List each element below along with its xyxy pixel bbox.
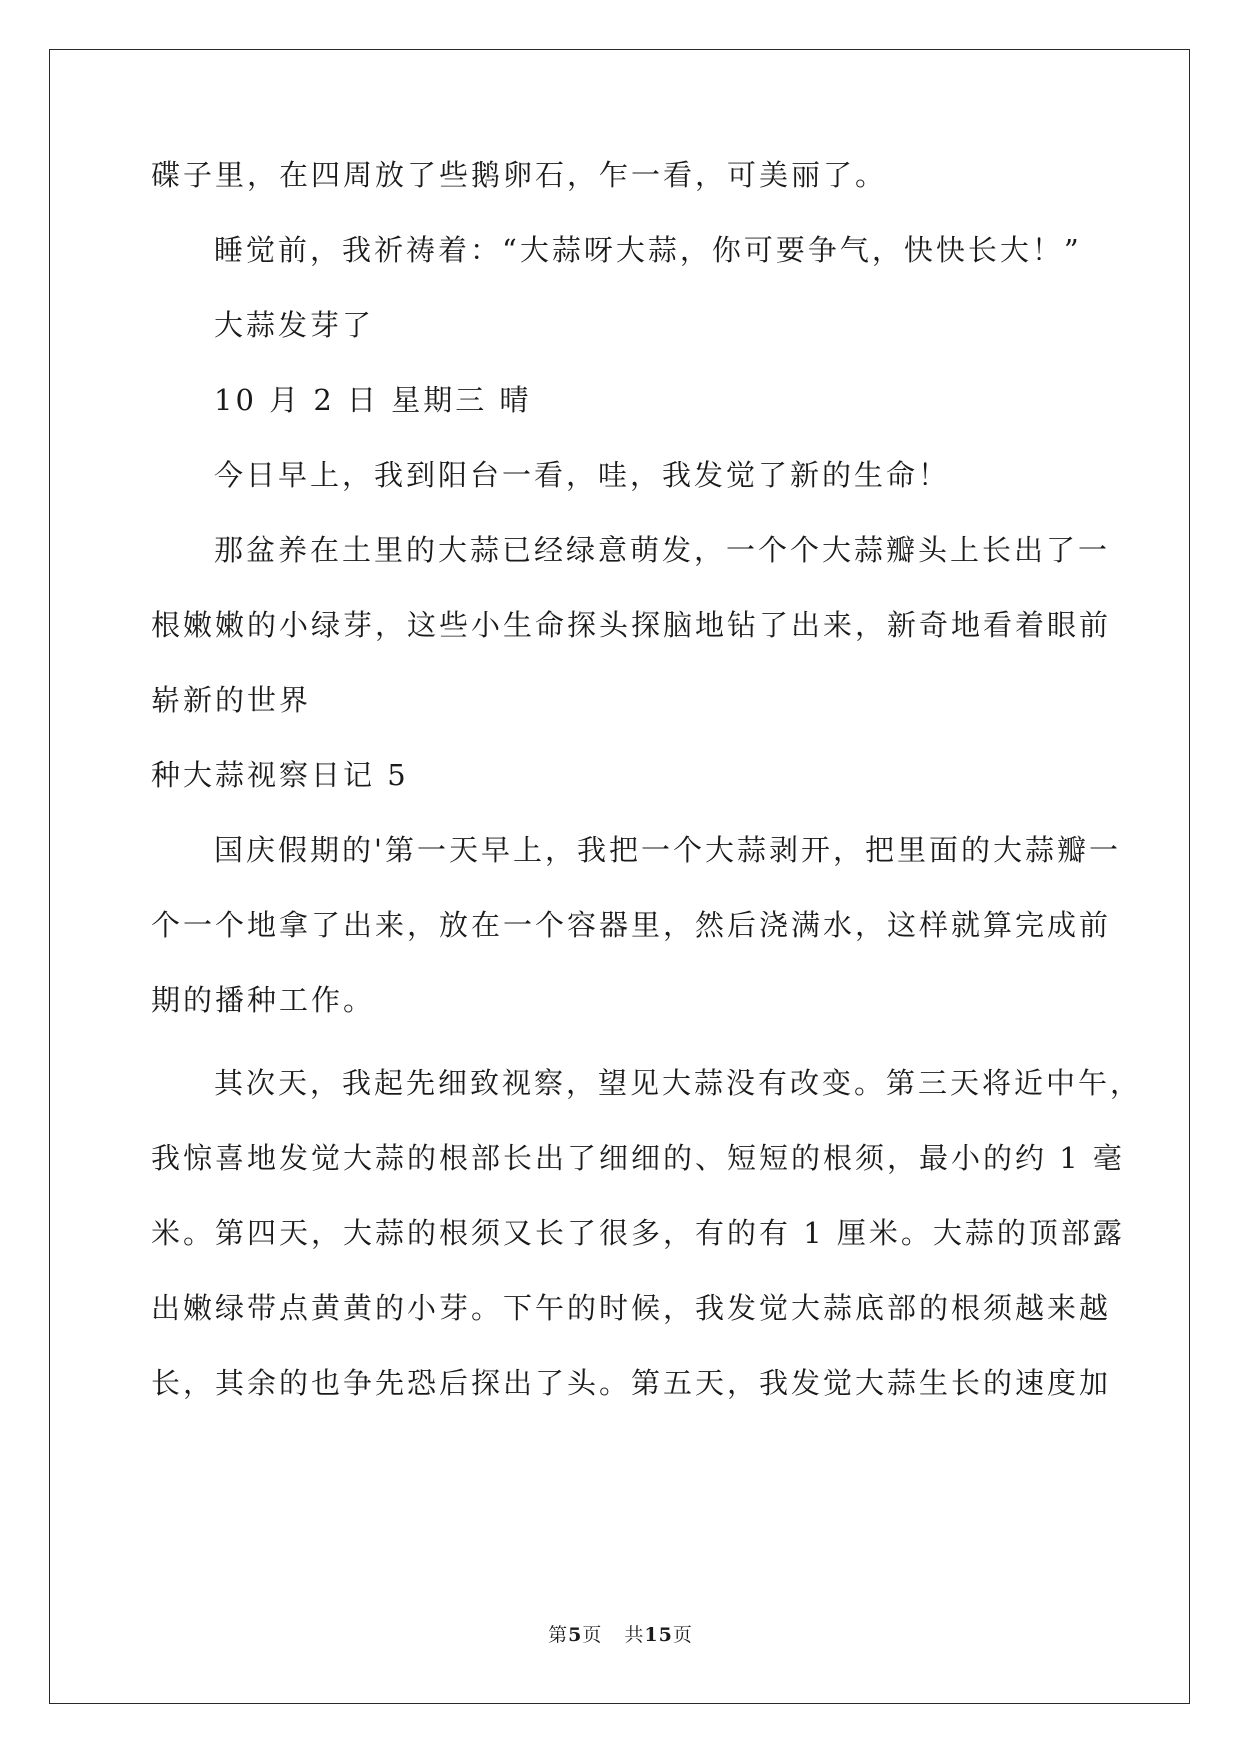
section-heading: 种大蒜视察日记 5 xyxy=(151,758,409,792)
paragraph-line: 崭新的世界 xyxy=(151,683,312,717)
footer-total-prefix: 共 xyxy=(624,1624,645,1646)
paragraph-line: 长，其余的也争先恐后探出了头。第五天，我发觉大蒜生长的速度加 xyxy=(151,1366,1112,1400)
paragraph-line: 碟子里，在四周放了些鹅卵石，乍一看，可美丽了。 xyxy=(151,158,888,192)
paragraph-line: 睡觉前，我祈祷着：“大蒜呀大蒜，你可要争气，快快长大！” xyxy=(214,233,1082,267)
footer-total-suffix: 页 xyxy=(672,1624,693,1646)
paragraph-line: 根嫩嫩的小绿芽，这些小生命探头探脑地钻了出来，新奇地看着眼前 xyxy=(151,608,1112,642)
paragraph-line: 国庆假期的'第一天早上，我把一个大蒜剥开，把里面的大蒜瓣一 xyxy=(214,833,1121,867)
paragraph-line: 今日早上，我到阳台一看，哇，我发觉了新的生命！ xyxy=(214,458,951,492)
paragraph-line: 10 月 2 日 星期三 晴 xyxy=(214,383,532,417)
paragraph-line: 个一个地拿了出来，放在一个容器里，然后浇满水，这样就算完成前 xyxy=(151,908,1112,942)
paragraph-line: 大蒜发芽了 xyxy=(214,308,375,342)
footer-page-suffix: 页 xyxy=(582,1624,603,1646)
page-footer xyxy=(0,1622,1241,1648)
paragraph-line: 出嫩绿带点黄黄的小芽。下午的时候，我发觉大蒜底部的根须越来越 xyxy=(151,1291,1112,1325)
page-border xyxy=(49,49,1190,1704)
paragraph-line: 期的播种工作。 xyxy=(151,983,376,1017)
current-page-number: 5 xyxy=(568,1624,583,1646)
footer-prefix: 第 xyxy=(548,1624,569,1646)
paragraph-line: 那盆养在土里的大蒜已经绿意萌发，一个个大蒜瓣头上长出了一 xyxy=(214,533,1111,567)
total-pages-number: 15 xyxy=(644,1624,673,1646)
paragraph-line: 米。第四天，大蒜的根须又长了很多，有的有 1 厘米。大蒜的顶部露 xyxy=(151,1216,1125,1250)
paragraph-line: 其次天，我起先细致视察，望见大蒜没有改变。第三天将近中午， xyxy=(214,1066,1143,1100)
paragraph-line: 我惊喜地发觉大蒜的根部长出了细细的、短短的根须，最小的约 1 毫 xyxy=(151,1141,1125,1175)
